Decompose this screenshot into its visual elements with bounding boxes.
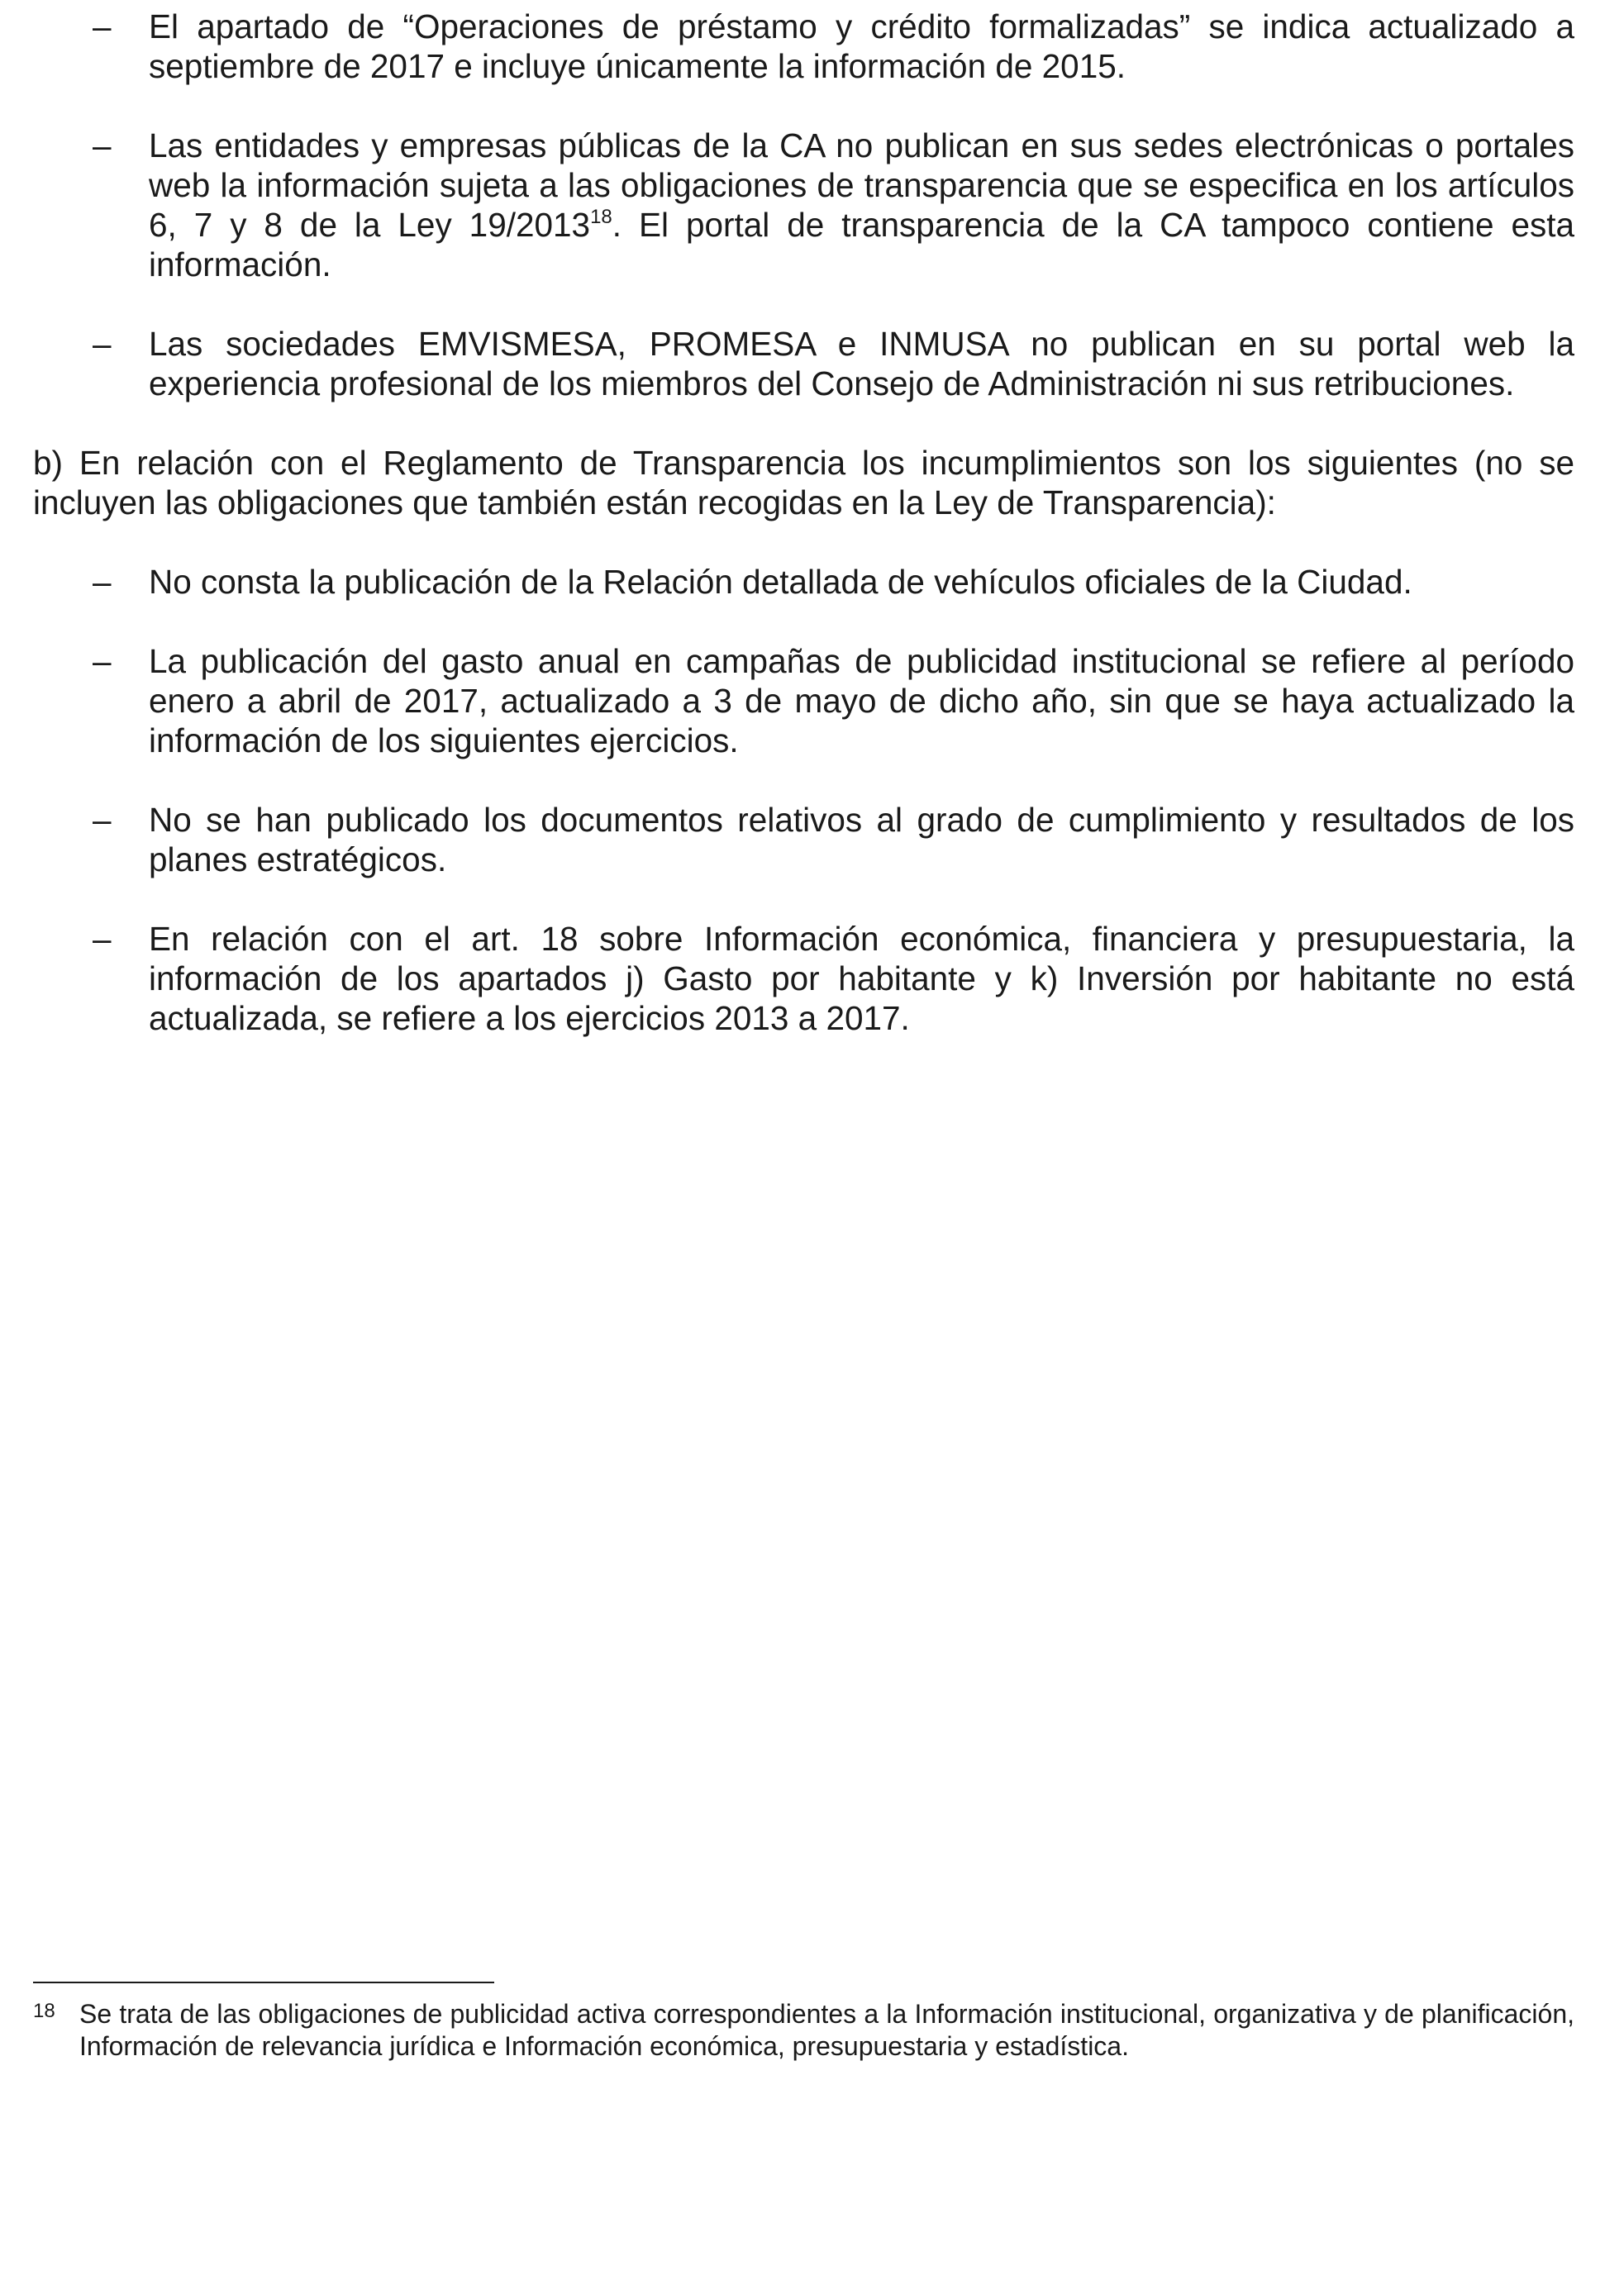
bullet-dash: – xyxy=(93,563,112,601)
list-item xyxy=(33,641,1574,760)
list-item xyxy=(33,7,1574,86)
bullet-dash: – xyxy=(93,642,112,680)
list-item-text: Las entidades y empresas públicas de la CA no publican en sus sedes electrónicas o portales web la información sujeta a las obligaciones de transparencia que se especifica en los artículos 6, 7 y 8 de la Ley 19/2013 xyxy=(149,126,1574,244)
footnote-text: Se trata de las obligaciones de publicidad activa correspondientes a la Información institucional, organizativa y de planificación, Información de relevancia jurídica e Información económica, presupuestaria y estadística. xyxy=(79,1999,1574,2061)
list-item-text: La publicación del gasto anual en campañas de publicidad institucional se refiere al período enero a abril de 2017, actualizado a 3 de mayo de dicho año, sin que se haya actualizado la información de los siguientes ejercicios. xyxy=(149,642,1574,759)
list-item-text: No consta la publicación de la Relación detallada de vehículos oficiales de la Ciudad. xyxy=(149,563,1412,601)
list-item-text: En relación con el art. 18 sobre Información económica, financiera y presupuestaria, la información de los apartados j) Gasto por habitante y k) Inversión por habitante no está actualizada, se refiere a los ejercicios 2013 a 2017. xyxy=(149,920,1574,1037)
list-item-text: Las sociedades EMVISMESA, PROMESA e INMUSA no publican en su portal web la experiencia profesional de los miembros del Consejo de Administración ni sus retribuciones. xyxy=(149,325,1574,402)
list-item-text: No se han publicado los documentos relativos al grado de cumplimiento y resultados de los planes estratégicos. xyxy=(149,801,1574,878)
list-item xyxy=(33,562,1574,602)
list-item xyxy=(33,919,1574,1038)
list-item xyxy=(33,126,1574,284)
list-item xyxy=(33,324,1574,403)
footnote-number: 18 xyxy=(33,2000,55,2022)
list-item-text: El apartado de “Operaciones de préstamo y crédito formalizadas” se indica actualizado a septiembre de 2017 e incluye únicamente la información de 2015. xyxy=(149,7,1574,85)
bullet-dash: – xyxy=(93,126,112,164)
list-item-text-continued: . El portal de transparencia de la CA tampoco contiene esta información. xyxy=(149,206,1575,283)
footnote-separator xyxy=(33,1982,494,1983)
footnote xyxy=(33,1998,1574,2063)
section-b-list xyxy=(33,562,1574,1038)
bullet-dash: – xyxy=(93,325,112,363)
footnote-reference[interactable]: 18 xyxy=(590,205,612,228)
bullet-dash: – xyxy=(93,801,112,839)
bullet-dash: – xyxy=(93,920,112,958)
section-b-intro: b) En relación con el Reglamento de Transparencia los incumplimientos son los siguientes (no se incluyen las obligaciones que también están recogidas en la Ley de Transparencia): xyxy=(33,444,1574,521)
section-a-list xyxy=(33,7,1574,403)
list-item xyxy=(33,800,1574,879)
body-text xyxy=(33,7,1574,1038)
bullet-dash: – xyxy=(93,7,112,45)
